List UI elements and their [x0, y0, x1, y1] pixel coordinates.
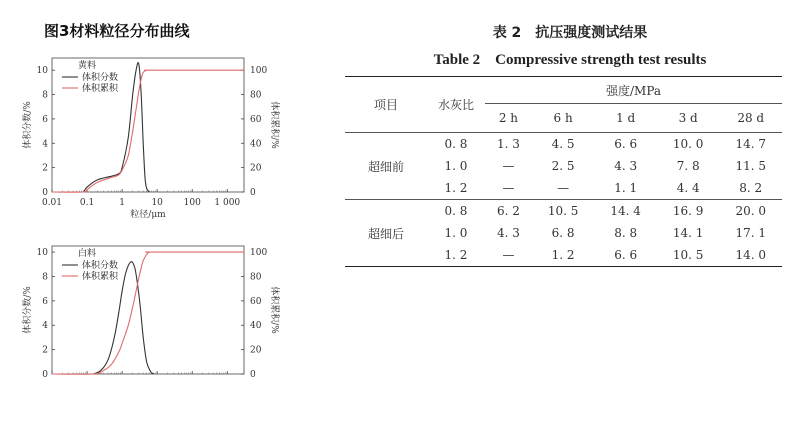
- yellow-ytick-right-label: 80: [250, 90, 262, 101]
- cell-wc-ratio: 1. 0: [444, 226, 468, 240]
- cell-wc-ratio: 0. 8: [427, 200, 485, 223]
- header-time: 2 h: [498, 111, 519, 125]
- table-row: [345, 133, 782, 156]
- white-ytick-right-label: 0: [250, 370, 256, 380]
- cell-strength: 10. 5: [672, 248, 704, 262]
- table-caption-cn: 表 2 抗压强度测试结果: [492, 25, 648, 41]
- white-ytick-right-label: 20: [250, 345, 262, 356]
- yellow-legend-title: 黄料: [78, 61, 97, 71]
- yellow-ytick-right-label: 100: [250, 66, 268, 77]
- cell-strength: 4. 3: [614, 159, 638, 173]
- particle-size-chart-white: [0, 240, 300, 390]
- cell-strength: 14. 7: [719, 133, 782, 156]
- cell-strength: 14. 0: [735, 248, 766, 262]
- white-ytick-left-label: 0: [42, 370, 48, 380]
- cell-strength: 20. 0: [719, 200, 782, 223]
- white-ytick-right-label: 80: [250, 272, 262, 283]
- yellow-ytick-left-label: 0: [42, 188, 48, 198]
- cell-strength: 14. 4: [594, 200, 657, 223]
- cell-strength: 10. 0: [657, 133, 720, 156]
- yellow-xtick-label: 100: [183, 198, 201, 208]
- cell-strength: 16. 9: [657, 200, 720, 223]
- compressive-strength-table: [345, 76, 782, 267]
- header-time: 28 d: [737, 111, 765, 125]
- cell-strength: 7. 8: [676, 159, 700, 173]
- cell-wc-ratio: 0. 8: [427, 133, 485, 156]
- cell-strength: 8. 2: [739, 181, 763, 195]
- particle-size-chart-yellow: [0, 50, 300, 240]
- cell-strength: 1. 2: [551, 248, 575, 262]
- yellow-ytick-left-label: 8: [42, 90, 48, 101]
- cell-strength: —: [502, 248, 515, 262]
- cell-strength: 4. 3: [496, 226, 520, 240]
- yellow-legend-label: 体积分数: [82, 73, 119, 83]
- group-name: 超细前: [345, 133, 427, 200]
- cell-strength: —: [502, 159, 515, 173]
- header-wc-ratio: 水灰比: [437, 98, 474, 112]
- yellow-xtick-label: 10: [151, 198, 163, 208]
- white-series-line-cumulative: [52, 252, 244, 374]
- header-item: 项目: [373, 98, 398, 112]
- white-ytick-left-label: 2: [42, 345, 48, 356]
- yellow-ytick-left-label: 2: [42, 163, 48, 174]
- table-caption-en: Table 2 Compressive strength test results: [433, 52, 707, 68]
- cell-strength: 10. 5: [532, 200, 595, 223]
- white-ytick-left-label: 6: [42, 296, 48, 307]
- cell-strength: 8. 8: [614, 226, 638, 240]
- figure-title: 图3材料粒径分布曲线: [44, 22, 190, 40]
- cell-strength: 14. 1: [672, 226, 704, 240]
- white-ytick-left-label: 8: [42, 272, 48, 283]
- yellow-series-line-cumulative: [52, 70, 244, 192]
- cell-strength: —: [557, 181, 570, 195]
- cell-strength: 17. 1: [735, 226, 766, 240]
- yellow-xaxis-label: 粒径/μm: [130, 210, 166, 220]
- yellow-ytick-left-label: 4: [42, 139, 48, 150]
- cell-strength: 4. 5: [532, 133, 595, 156]
- white-legend-title: 白料: [78, 249, 97, 259]
- cell-strength: 2. 5: [551, 159, 575, 173]
- yellow-xtick-label: 1: [119, 198, 125, 208]
- header-time: 3 d: [678, 111, 698, 125]
- yellow-ytick-left-label: 10: [36, 66, 48, 77]
- yellow-yaxis-right-label: 体积累积/%: [269, 101, 279, 149]
- white-ytick-right-label: 40: [250, 321, 262, 332]
- cell-wc-ratio: 1. 2: [444, 248, 468, 262]
- table-row: [345, 200, 782, 223]
- yellow-plot-frame: [52, 58, 244, 192]
- cell-strength: 6. 6: [594, 133, 657, 156]
- cell-strength: 11. 5: [735, 159, 766, 173]
- cell-strength: 6. 8: [551, 226, 575, 240]
- cell-strength: 6. 2: [485, 200, 532, 223]
- white-ytick-right-label: 100: [250, 248, 268, 259]
- white-ytick-left-label: 4: [42, 321, 48, 332]
- white-legend-label: 体积分数: [82, 261, 119, 271]
- cell-wc-ratio: 1. 2: [444, 181, 468, 195]
- yellow-ytick-right-label: 40: [250, 139, 262, 150]
- header-time: 6 h: [553, 111, 573, 125]
- cell-strength: 6. 6: [614, 248, 638, 262]
- yellow-ytick-right-label: 0: [250, 188, 256, 198]
- white-ytick-right-label: 60: [250, 296, 262, 307]
- cell-wc-ratio: 1. 0: [444, 159, 468, 173]
- cell-strength: —: [502, 181, 515, 195]
- yellow-legend-label: 体积累积: [82, 84, 119, 94]
- yellow-xtick-label: 1 000: [214, 198, 241, 208]
- yellow-xtick-label: 0.01: [41, 198, 63, 208]
- white-yaxis-right-label: 体积累积/%: [269, 286, 279, 334]
- header-strength: 强度/MPa: [485, 77, 782, 104]
- table-bottom-rule: [345, 267, 782, 268]
- yellow-xtick-label: 0.1: [79, 198, 95, 208]
- cell-strength: 4. 4: [676, 181, 700, 195]
- cell-strength: 1. 3: [485, 133, 532, 156]
- yellow-ytick-right-label: 20: [250, 163, 262, 174]
- white-plot-frame: [52, 246, 244, 374]
- yellow-ytick-right-label: 60: [250, 114, 262, 125]
- yellow-ytick-left-label: 6: [42, 114, 48, 125]
- white-ytick-left-label: 10: [36, 248, 48, 259]
- white-legend-label: 体积累积: [82, 272, 119, 282]
- yellow-yaxis-left-label: 体积分数/%: [23, 101, 33, 149]
- white-yaxis-left-label: 体积分数/%: [23, 286, 33, 334]
- header-time: 1 d: [616, 111, 636, 125]
- cell-strength: 1. 1: [614, 181, 638, 195]
- group-name: 超细后: [345, 200, 427, 267]
